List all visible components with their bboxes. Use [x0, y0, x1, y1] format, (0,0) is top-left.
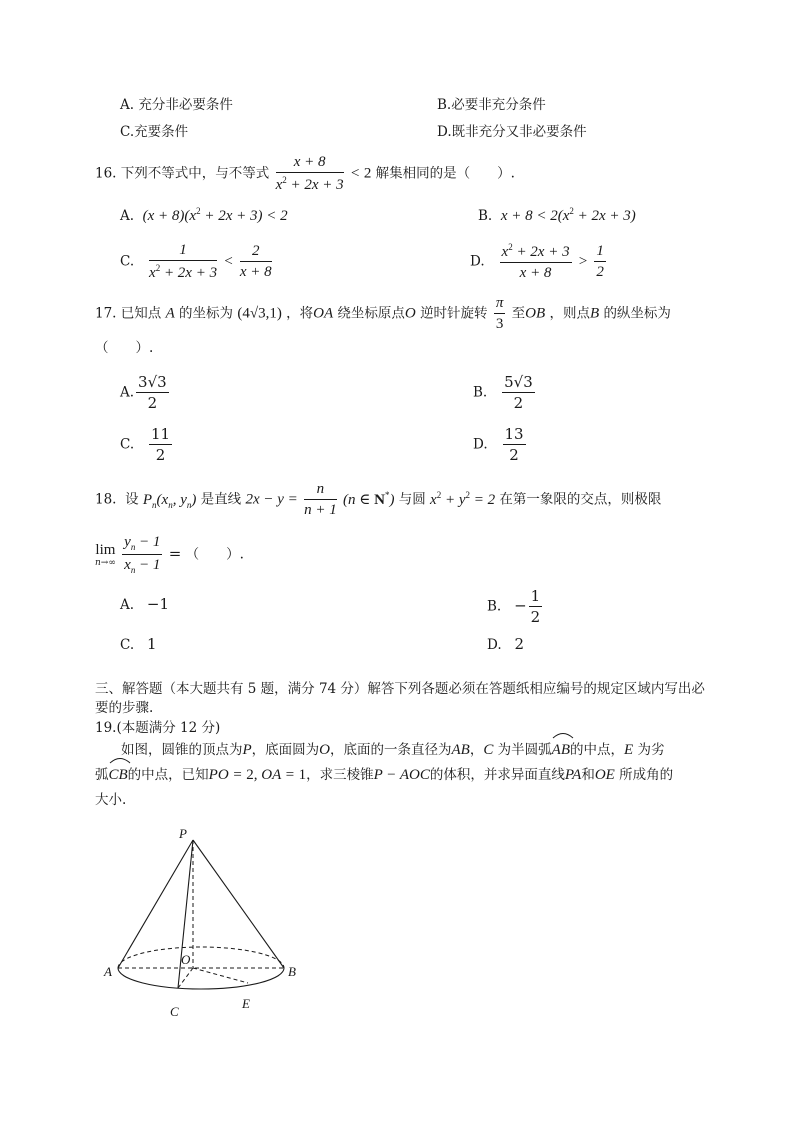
q19-text-6: 的中点，: [569, 742, 624, 758]
q19-text-13: 所成角的: [619, 767, 674, 783]
q15-option-d: D.既非充分又非必要条件: [437, 124, 587, 140]
q19-body: 如图，圆锥的顶点为P，底面圆为O，底面的一条直径为AB，C 为半圆弧AB 的中点，E 为劣 弧CB 的中点，已知PO = 2, OA = 1，求三棱锥P − AOC的体积，并求异面直线PA和OE 所成角的 大小.: [95, 738, 715, 813]
q17-option-a: A. $\frac{3√3}{2}$: [120, 373, 167, 412]
q16-number: 16.: [95, 165, 117, 182]
q18-number: 18.: [95, 491, 117, 508]
q18-text-4: 在第一象限的交点，则极限: [499, 491, 662, 508]
q15-option-b: B.必要非充分条件: [437, 97, 546, 113]
q16-stem-fraction: $\frac{x + 8}{x^2 + 2x + 3}$: [275, 154, 344, 193]
q19-text-1: 如图，圆锥的顶点为: [121, 742, 243, 758]
q18-text-1: 设: [125, 491, 139, 508]
q18-limit-line: lim n→∞ $\frac{y_n - 1}{x_n - 1}$ = （ ）.: [95, 534, 244, 575]
section3-instruction-line1: 三、解答题（本大题共有 5 题，满分 74 分）解答下列各题必须在答题纸相应编号的规定区域内写出必: [95, 681, 705, 697]
q16-option-b: B. $x + 8 < 2(x^2 + 2x + 3)$: [478, 206, 636, 224]
q16-stem: 16. 下列不等式中，与不等式 $\frac{x + 8}{x^2 + 2x + 3}$ < 2 解集相同的是（ ）.: [95, 154, 515, 193]
q19-text-4: ，: [469, 742, 484, 758]
q15-option-c: C.充要条件: [120, 124, 189, 140]
label-e: E: [242, 996, 250, 1011]
q19-text-7: 为劣: [637, 742, 665, 758]
section3-instruction-line2: 要的步骤.: [95, 700, 154, 716]
q17-text-2: 的坐标为: [179, 305, 234, 322]
q19-text-9: 的中点，已知: [127, 767, 209, 783]
q17-number: 17.: [95, 305, 117, 322]
q18-text-2: 是直线: [200, 491, 242, 508]
q17-text-8: 的纵坐标为: [603, 305, 671, 322]
q17-stem-continued: （ ）.: [95, 340, 154, 356]
q16-stem-post: 解集相同的是（ ）.: [375, 165, 515, 182]
q17-stem: 17. 已知点 A 的坐标为 (4√3,1) ，将OA 绕坐标原点O 逆时针旋转 $\frac{\pi}{3}$ 至OB ，则点B 的纵坐标为: [95, 295, 671, 332]
segment-oe: [193, 968, 248, 983]
q18-option-d: D. 2: [487, 635, 525, 653]
label-o: O: [181, 952, 191, 967]
q17-text-7: ，则点: [549, 305, 590, 322]
q19-text-12: 和: [581, 767, 595, 783]
q18-option-b: B. − $\frac{1}{2}$: [487, 587, 541, 626]
q18-option-a: A. −1: [120, 595, 170, 613]
q17-text-6: 至: [511, 305, 526, 322]
q19-text-5: 为半圆弧: [497, 742, 552, 758]
q19-text-8: 弧: [95, 767, 109, 783]
q18-text-3: 与圆: [398, 491, 426, 508]
q16-option-c: C. $\frac{1}{x^2 + 2x + 3}$ < $\frac{2}{x + 8}$: [120, 242, 272, 281]
label-p: P: [179, 826, 187, 841]
q19-text-3: ，底面的一条直径为: [330, 742, 452, 758]
cone-figure: [95, 820, 315, 1030]
q17-text-5: 逆时针旋转: [420, 305, 488, 322]
q18-stem: 18. 设 $P_n(x_n$, $y_n$) 是直线 2x − y = $\frac{n}{n + 1}$ (n ∈ N*) 与圆 $x^2 + y^2 = 2$ 在第一象限的交点，则极限: [95, 481, 662, 518]
cone-base-front-arc: [118, 968, 284, 989]
label-c: C: [170, 1004, 179, 1019]
q17-option-c: C. $\frac{11}{2}$: [120, 425, 171, 464]
q18-text-5: （ ）.: [185, 546, 244, 563]
q17-text-4: 绕坐标原点: [337, 305, 405, 322]
q19-text-11: 的体积，并求异面直线: [429, 767, 565, 783]
q16-option-a: A. $(x + 8)(x^2 + 2x + 3) < 2$: [120, 206, 288, 224]
q16-option-d: D. $\frac{x^2 + 2x + 3}{x + 8}$ > $\frac{1}{2}$: [470, 242, 604, 281]
q16-stem-pre: 下列不等式中，与不等式: [120, 165, 270, 182]
q18-option-c: C. 1: [120, 635, 157, 653]
q19-text-10: ，求三棱锥: [306, 767, 374, 783]
label-b: B: [288, 964, 296, 979]
q19-text-2: ，底面圆为: [251, 742, 320, 758]
q17-text-1: 已知点: [120, 305, 162, 322]
q19-title: 19.(本题满分 12 分): [95, 720, 221, 736]
q17-option-b: B. $\frac{5√3}{2}$: [473, 373, 533, 412]
q17-option-d: D. $\frac{13}{2}$: [473, 425, 524, 464]
q17-text-3: ，将: [286, 305, 314, 322]
q19-text-14: 大小.: [95, 792, 127, 808]
q15-option-a: A. 充分非必要条件: [120, 97, 233, 113]
label-a: A: [104, 964, 112, 979]
cone-base-back-arc: [118, 947, 284, 968]
